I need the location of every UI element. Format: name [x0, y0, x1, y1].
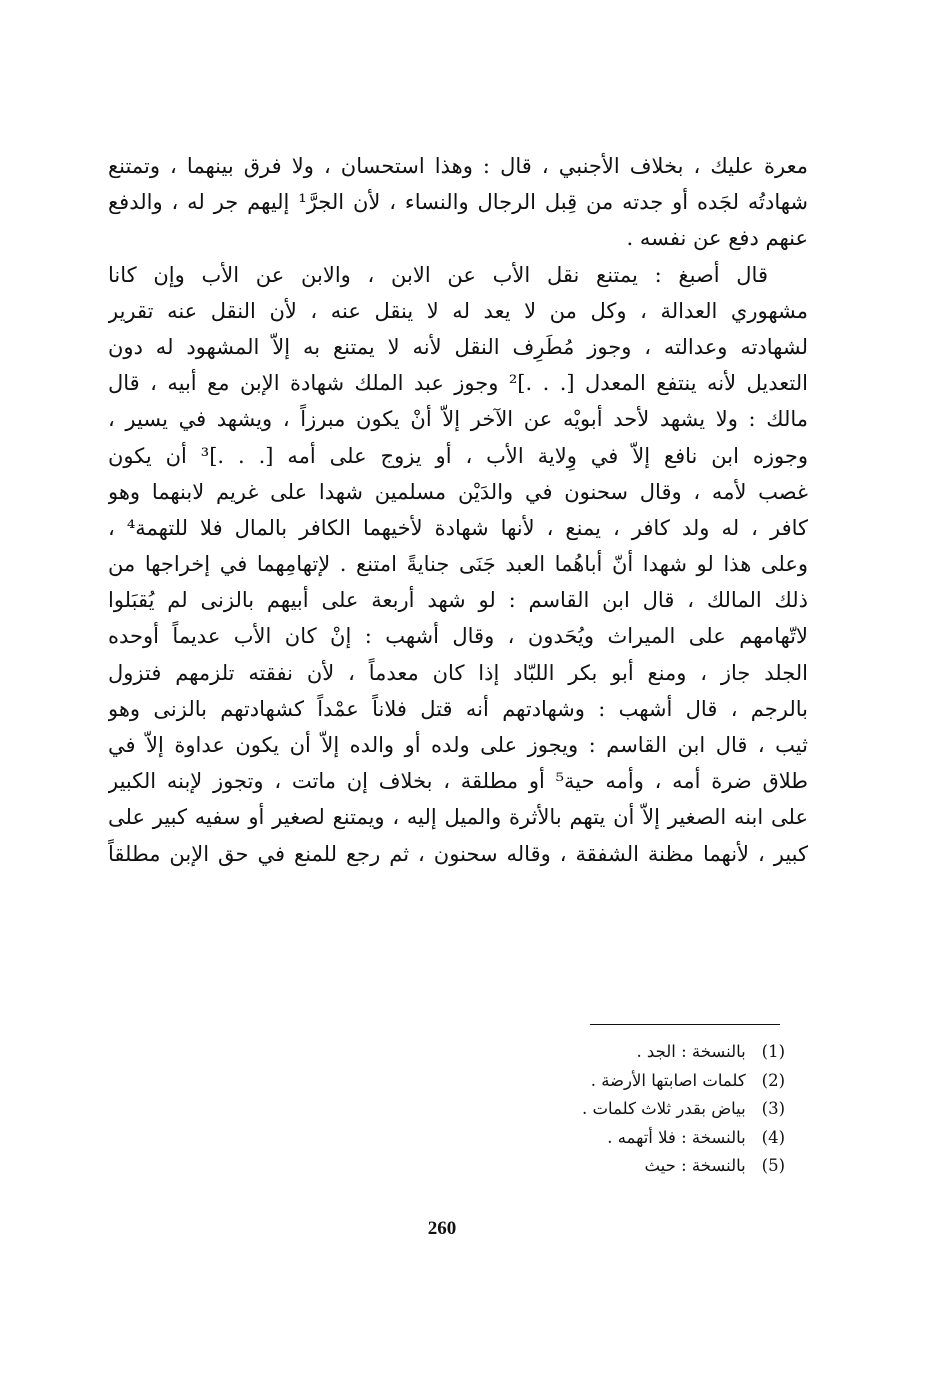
text-line: مالك : ولا يشهد لأحد أبويْه عن الآخر إلاّ أنْ يكون مبرزاً ، ويشهد في يسير ،	[108, 407, 808, 432]
text-line: مشهوري العدالة ، وكل من لا يعد له لا ينقل عنه ، لأن النقل عنه تقرير	[108, 298, 808, 323]
footnote-divider	[590, 1024, 780, 1025]
text-line: على ابنه الصغير إلاّ أن يتهم بالأثرة والميل إليه ، ويمتنع لصغير أو سفيه كبير على	[108, 805, 808, 830]
footnote-text: كلمات اصابتها الأرضة .	[590, 1070, 746, 1090]
footnote-item	[440, 1095, 785, 1124]
footnotes	[440, 1038, 785, 1181]
main-text	[108, 148, 808, 872]
footnote-text: بالنسخة : الجد .	[636, 1042, 746, 1061]
text-line: شهادتُه لجَده أو جدته من قِبل الرجال والنساء ، لأن الجرَّ¹ إليهم جر له ، والدفع	[108, 190, 808, 215]
text-line: وجوزه ابن نافع إلاّ في وِلاية الأب ، أو يزوج على أمه [. . .]³ أن يكون	[108, 443, 808, 468]
page-number: 260	[427, 1218, 457, 1239]
text-line: كافر ، له ولد كافر ، يمنع ، لأنها شهادة لأخيهما الكافر بالمال فلا للتهمة⁴ ،	[108, 515, 808, 540]
text-line: وعلى هذا لو شهدا أنّ أباهُما العبد جَنَى جنايةً امتنع . لإتهامِهما في إخراجها من	[108, 552, 808, 577]
footnote-item	[440, 1067, 785, 1096]
footnote-item	[440, 1124, 785, 1153]
text-line: ذلك المالك ، قال ابن القاسم : لو شهد أربعة على أبيهم بالزنى لم يُقبَلوا	[108, 588, 808, 613]
text-line: لاتّهامهم على الميراث ويُحَدون ، وقال أشهب : إنْ كان الأب عديماً أوحده	[108, 624, 808, 649]
footnote-number: (3)	[761, 1099, 785, 1118]
footnote-number: (4)	[761, 1127, 785, 1147]
footnote-item	[440, 1152, 785, 1181]
text-line: كبير ، لأنهما مظنة الشفقة ، وقاله سحنون ، ثم رجع للمنع في حق الإبن مطلقاً	[108, 841, 808, 866]
footnote-number: (1)	[761, 1042, 785, 1061]
text-line: لشهادته وعدالته ، وجوز مُطَرِف النقل لأنه لا يمتنع به إلاّ المشهود له دون	[108, 334, 808, 359]
footnote-item	[440, 1038, 785, 1067]
text-line: طلاق ضرة أمه ، وأمه حية⁵ أو مطلقة ، بخلاف إن ماتت ، وتجوز لإبنه الكبير	[108, 769, 808, 794]
footnote-number: (2)	[761, 1070, 785, 1090]
footnote-text: بالنسخة : حيث	[644, 1156, 746, 1175]
text-line: قال أصبغ : يمتنع نقل الأب عن الابن ، والابن عن الأب وإن كانا	[108, 262, 768, 287]
text-line: التعديل لأنه ينتفع المعدل [. . .]² وجوز عبد الملك شهادة الإبن مع أبيه ، قال	[108, 371, 808, 396]
text-line: غصب لأمه ، وقال سحنون في والدَيْن مسلمين شهدا على غريم لابنهما وهو	[108, 479, 808, 504]
footnote-number: (5)	[761, 1156, 785, 1175]
text-line: بالرجم ، قال أشهب : وشهادتهم أنه قتل فلاناً عمْداً كشهادتهم بالزنى وهو	[108, 696, 808, 721]
text-line: ثيب ، قال ابن القاسم : ويجوز على ولده أو والده إلاّ أن يكون عداوة إلاّ في	[108, 733, 808, 757]
text-line: الجلد جاز ، ومنع أبو بكر اللبّاد إذا كان معدماً ، لأن نفقته تلزمهم فتزول	[108, 660, 808, 685]
footnote-text: بياض بقدر ثلاث كلمات .	[582, 1099, 746, 1118]
footnote-text: بالنسخة : فلا أتهمه .	[607, 1127, 746, 1147]
text-line: معرة عليك ، بخلاف الأجنبي ، قال : وهذا استحسان ، ولا فرق بينهما ، وتمتنع	[108, 154, 808, 178]
text-line: عنهم دفع عن نفسه .	[626, 226, 808, 251]
